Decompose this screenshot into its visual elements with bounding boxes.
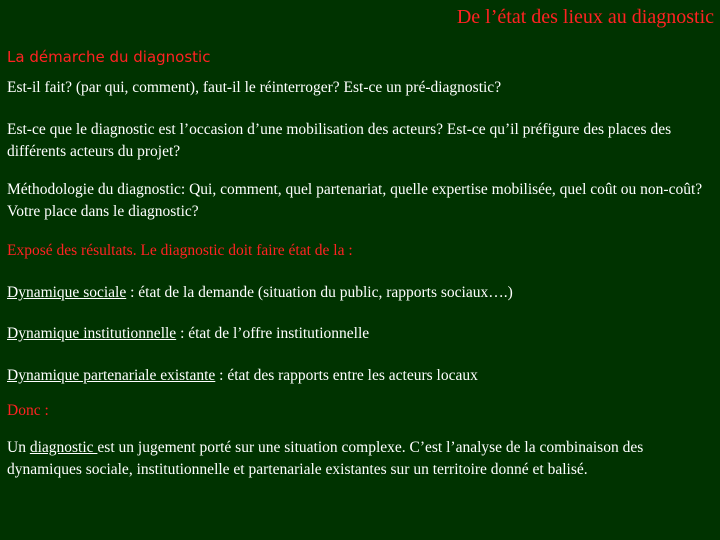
methodology-paragraph: Méthodologie du diagnostic: Qui, comment, quel partenariat, quelle expertise mobilisée, quel coût ou non-coût? Votre place dans le diagnostic? [7, 181, 703, 220]
dynamic-institutional-text: : état de l’offre institutionnelle [176, 325, 370, 342]
dynamic-partnership-term: Dynamique partenariale existante [7, 367, 216, 384]
definition-paragraph [7, 437, 707, 481]
dynamic-partnership-text: : état des rapports entre les acteurs locaux [215, 367, 478, 384]
definition-start: Un [7, 439, 30, 456]
dynamic-institutional-item [7, 323, 707, 345]
definition-term: diagnostic [29, 439, 98, 456]
results-heading: Exposé des résultats. Le diagnostic doit faire état de la : [7, 242, 353, 259]
slide-title: De l’état des lieux au diagnostic [456, 6, 714, 28]
dynamic-institutional-term: Dynamique institutionnelle [7, 325, 177, 342]
dynamic-social-text: : état de la demande (situation du public, rapports sociaux….) [126, 284, 513, 301]
dynamic-partnership-item [7, 365, 707, 387]
dynamic-social-item [7, 282, 707, 304]
conclusion-label: Donc : [7, 402, 49, 419]
question-paragraph-1: Est-il fait? (par qui, comment), faut-il le réinterroger? Est-ce un pré-diagnostic? [7, 79, 502, 96]
question-paragraph-2: Est-ce que le diagnostic est l’occasion d’une mobilisation des acteurs? Est-ce qu’il préfigure des places des différents acteurs du projet? [7, 121, 672, 160]
slide-subtitle: La démarche du diagnostic [7, 48, 211, 66]
definition-text: est un jugement porté sur une situation complexe. C’est l’analyse de la combinaison des dynamiques sociale, institutionnelle et partenariale existantes sur un territoire donné et balisé. [7, 439, 644, 478]
dynamic-social-term: Dynamique sociale [7, 284, 127, 301]
